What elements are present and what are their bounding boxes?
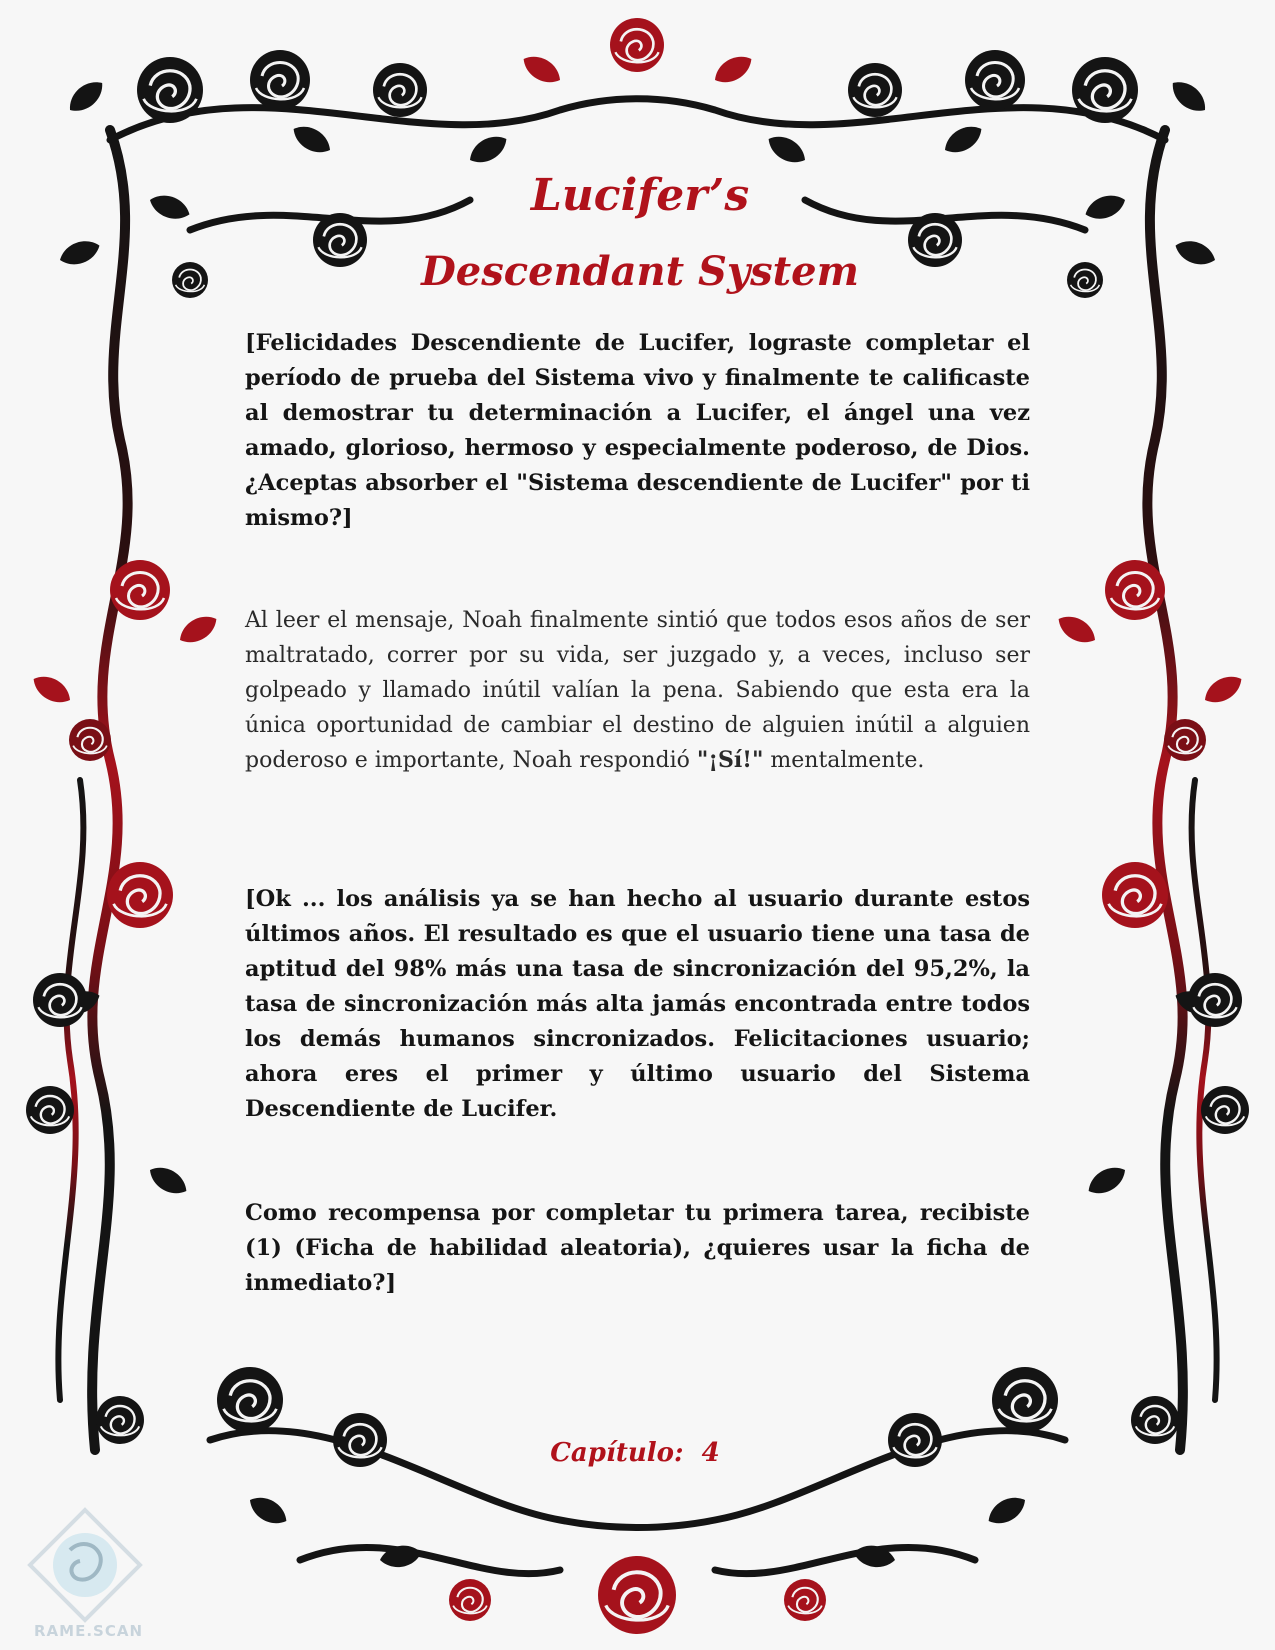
title-line-1: Lucifer’s bbox=[530, 170, 750, 221]
narration-emphasis: "¡Sí!" bbox=[696, 747, 764, 773]
left-vine bbox=[58, 130, 127, 1450]
right-vine bbox=[1147, 130, 1216, 1450]
narration-end: mentalmente. bbox=[770, 748, 925, 773]
system-message-1: [Felicidades Descendiente de Lucifer, lograste completar el período de prueba del Sistema vivo y finalmente te calificaste al demostrar tu determinación a Lucifer, el ángel una vez amado, glorioso, hermoso y especialmente poderoso, de Dios. ¿Aceptas absorber el "Sistema descendiente de Lucifer" por ti mismo?] bbox=[245, 330, 1030, 531]
watermark-text: RAME.SCAN bbox=[34, 1622, 144, 1640]
chapter-label: Capítulo: 4 bbox=[550, 1438, 720, 1468]
narration-paragraph bbox=[245, 603, 1030, 778]
system-message-2: [Ok ... los análisis ya se han hecho al usuario durante estos últimos años. El resultado es que el usuario tiene una tasa de aptitud del 98% más una tasa de sincronización del 95,2%, la tasa de sincronización más alta jamás encontrada entre todos los demás humanos sincronizados. Felicitaciones usuario; ahora eres el primer y último usuario del Sistema Descendiente de Lucifer. bbox=[245, 886, 1030, 1122]
narration-text: Al leer el mensaje, Noah finalmente sintió que todos esos años de ser maltratado, correr por su vida, ser juzgado y, a veces, incluso ser golpeado y llamado inútil valían la pena. Sabiendo que esta era la única oportunidad de cambiar el destino de alguien inútil a alguien poderoso e importante, Noah respondió bbox=[245, 608, 1030, 773]
title-line-2: Descendant System bbox=[421, 248, 859, 295]
system-message-3: Como recompensa por completar tu primera tarea, recibiste (1) (Ficha de habilidad aleatoria), ¿quieres usar la ficha de inmediato?] bbox=[245, 1200, 1030, 1296]
